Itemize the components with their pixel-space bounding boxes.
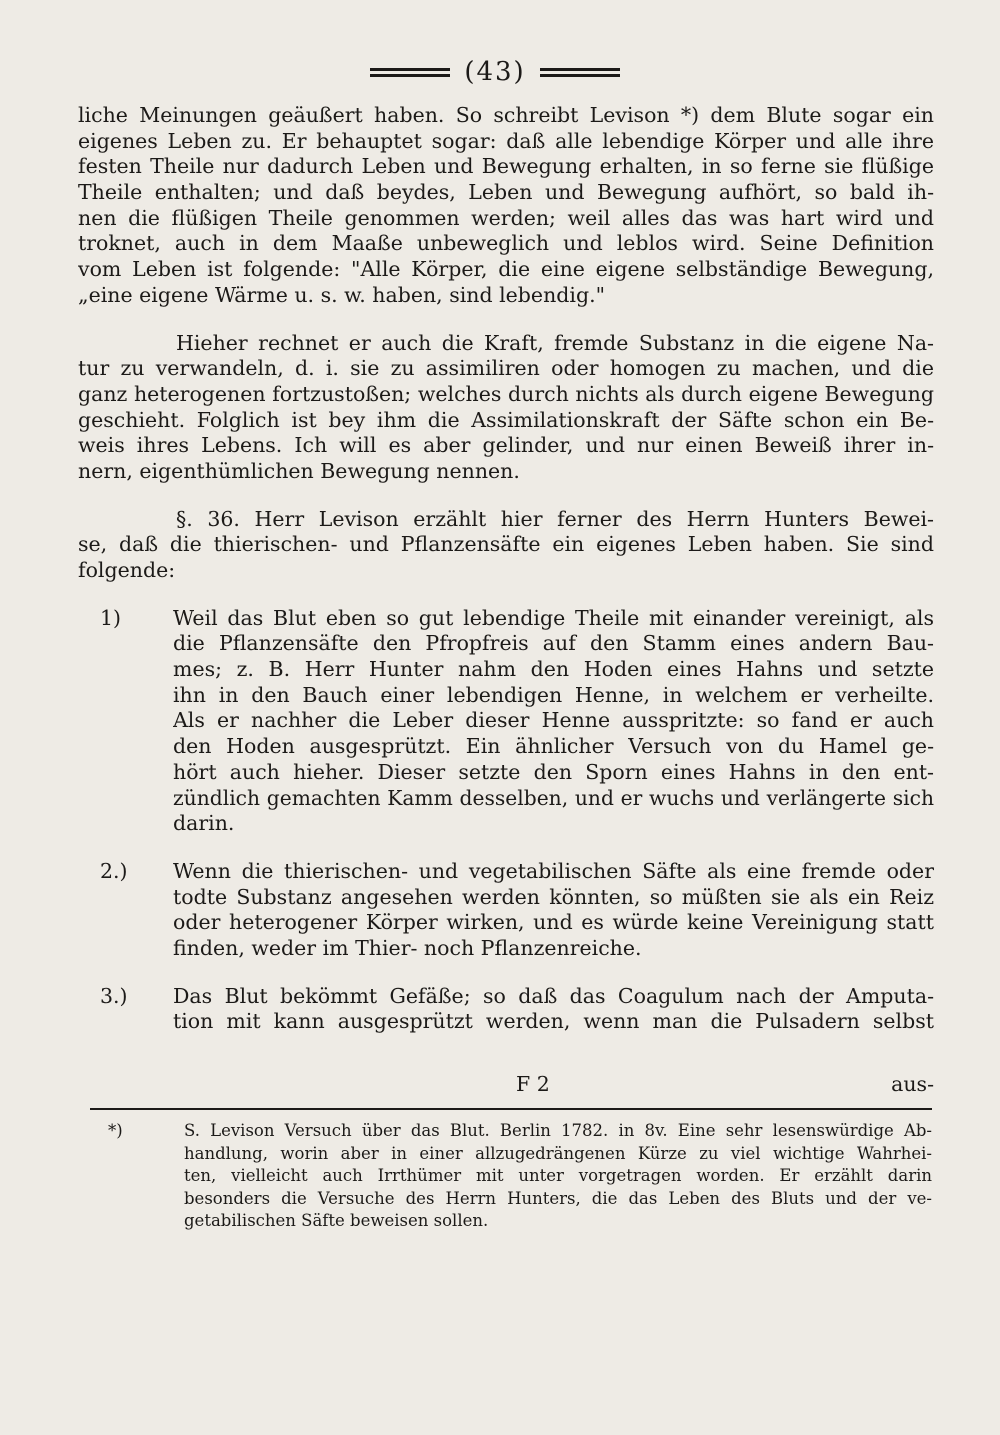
text-line: Das Blut bekömmt Gefäße; so daß das Coagulum nach der Amputa- [173, 983, 934, 1008]
text-line: todte Substanz angesehen werden könnten, so müßten sie als ein Reiz [173, 884, 934, 909]
text-line: mes; z. B. Herr Hunter nahm den Hoden eines Hahns und setzte [173, 657, 934, 682]
paragraph-3 [78, 507, 934, 584]
footnote [108, 1120, 932, 1233]
list-item-3 [78, 984, 934, 1035]
page-number: (43) [464, 57, 526, 87]
text-line: Theile enthalten; und daß beydes, Leben und Bewegung aufhört, so bald ih- [78, 180, 934, 205]
catchword: aus- [891, 1072, 934, 1096]
header-rule-left [370, 68, 450, 77]
text-line: liche Meinungen geäußert haben. So schreibt Levison *) dem Blute sogar ein [78, 103, 934, 127]
text-line: nern, eigenthümlichen Bewegung nennen. [78, 458, 520, 483]
item-number: 1) [100, 605, 122, 630]
text-line: nen die flüßigen Theile genommen werden; weil alles das was hart wird und [78, 205, 934, 230]
footnote-divider [90, 1108, 932, 1110]
text-line: Hieher rechnet er auch die Kraft, fremde Substanz in die eigene Na- [176, 330, 934, 355]
text-line: die Pflanzensäfte den Pfropfreis auf den Stamm eines andern Bau- [173, 631, 934, 656]
item-number: 2.) [100, 858, 128, 883]
page-footer-line [78, 1072, 934, 1098]
text-line: se, daß die thierischen- und Pflanzensäfte ein eigenes Leben haben. Sie sind [78, 532, 934, 557]
text-line: troknet, auch in dem Maaße unbeweglich und leblos wird. Seine Definition [78, 231, 934, 256]
list-item-2 [78, 859, 934, 962]
footnote-line: ten, vielleicht auch Irrthümer mit unter vorgetragen worden. Er erzählt darin [184, 1166, 932, 1185]
text-line: §. 36. Herr Levison erzählt hier ferner des Herrn Hunters Bewei- [176, 506, 934, 531]
text-line: ganz heterogenen fortzustoßen; welches durch nichts als durch eigene Bewegung [78, 381, 934, 406]
text-line: ihn in den Bauch einer lebendigen Henne, in welchem er verheilte. [173, 682, 934, 707]
text-line: tion mit kann ausgesprützt werden, wenn man die Pulsadern selbst [173, 1009, 934, 1034]
text-line: weis ihres Lebens. Ich will es aber gelinder, und nur einen Beweiß ihrer in- [78, 433, 934, 458]
text-line: finden, weder im Thier- noch Pflanzenreiche. [173, 935, 642, 960]
text-line: Wenn die thierischen- und vegetabilischen Säfte als eine fremde oder [173, 858, 934, 883]
text-line: zündlich gemachten Kamm desselben, und er wuchs und verlängerte sich [173, 785, 934, 810]
item-number: 3.) [100, 983, 128, 1008]
text-line: geschieht. Folglich ist bey ihm die Assimilationskraft der Säfte schon ein Be- [78, 407, 934, 432]
footnote-line: S. Levison Versuch über das Blut. Berlin 1782. in 8v. Eine sehr lesenswürdige Ab- [184, 1121, 932, 1140]
text-line: festen Theile nur dadurch Leben und Bewegung erhalten, in so ferne sie flüßige [78, 154, 934, 179]
text-line: den Hoden ausgesprützt. Ein ähnlicher Versuch von du Hamel ge- [173, 734, 934, 759]
list-item-1 [78, 606, 934, 837]
text-line: Als er nachher die Leber dieser Henne ausspritzte: so fand er auch [173, 708, 934, 733]
text-line: Weil das Blut eben so gut lebendige Theile mit einander vereinigt, als [173, 605, 934, 630]
text-line: eigenes Leben zu. Er behauptet sogar: daß alle lebendige Körper und alle ihre [78, 128, 934, 153]
footnote-line: handlung, worin aber in einer allzugedrängenen Kürze zu viel wichtige Wahrhei- [184, 1143, 932, 1163]
text-line: vom Leben ist folgende: "Alle Körper, die eine eigene selbständige Bewegung, [78, 257, 934, 282]
footnote-mark: *) [108, 1121, 123, 1140]
footnote-line: getabilischen Säfte beweisen sollen. [184, 1211, 489, 1230]
paragraph-2 [78, 331, 934, 485]
text-line: darin. [173, 811, 235, 836]
text-line: oder heterogener Körper wirken, und es würde keine Vereinigung statt [173, 910, 934, 935]
signature-mark: F 2 [516, 1072, 550, 1096]
text-line: „eine eigene Wärme u. s. w. haben, sind lebendig." [78, 282, 606, 307]
header-rule-right [540, 68, 620, 77]
text-line: folgende: [78, 558, 176, 582]
text-line: tur zu verwandeln, d. i. sie zu assimiliren oder homogen zu machen, und die [78, 356, 934, 381]
text-line: hört auch hieher. Dieser setzte den Sporn eines Hahns in den ent- [173, 759, 934, 784]
page-header [360, 52, 630, 92]
paragraph-1 [78, 103, 934, 309]
main-text [78, 103, 934, 1057]
footnote-line: besonders die Versuche des Herrn Hunters, die das Leben des Bluts und der ve- [184, 1188, 932, 1208]
